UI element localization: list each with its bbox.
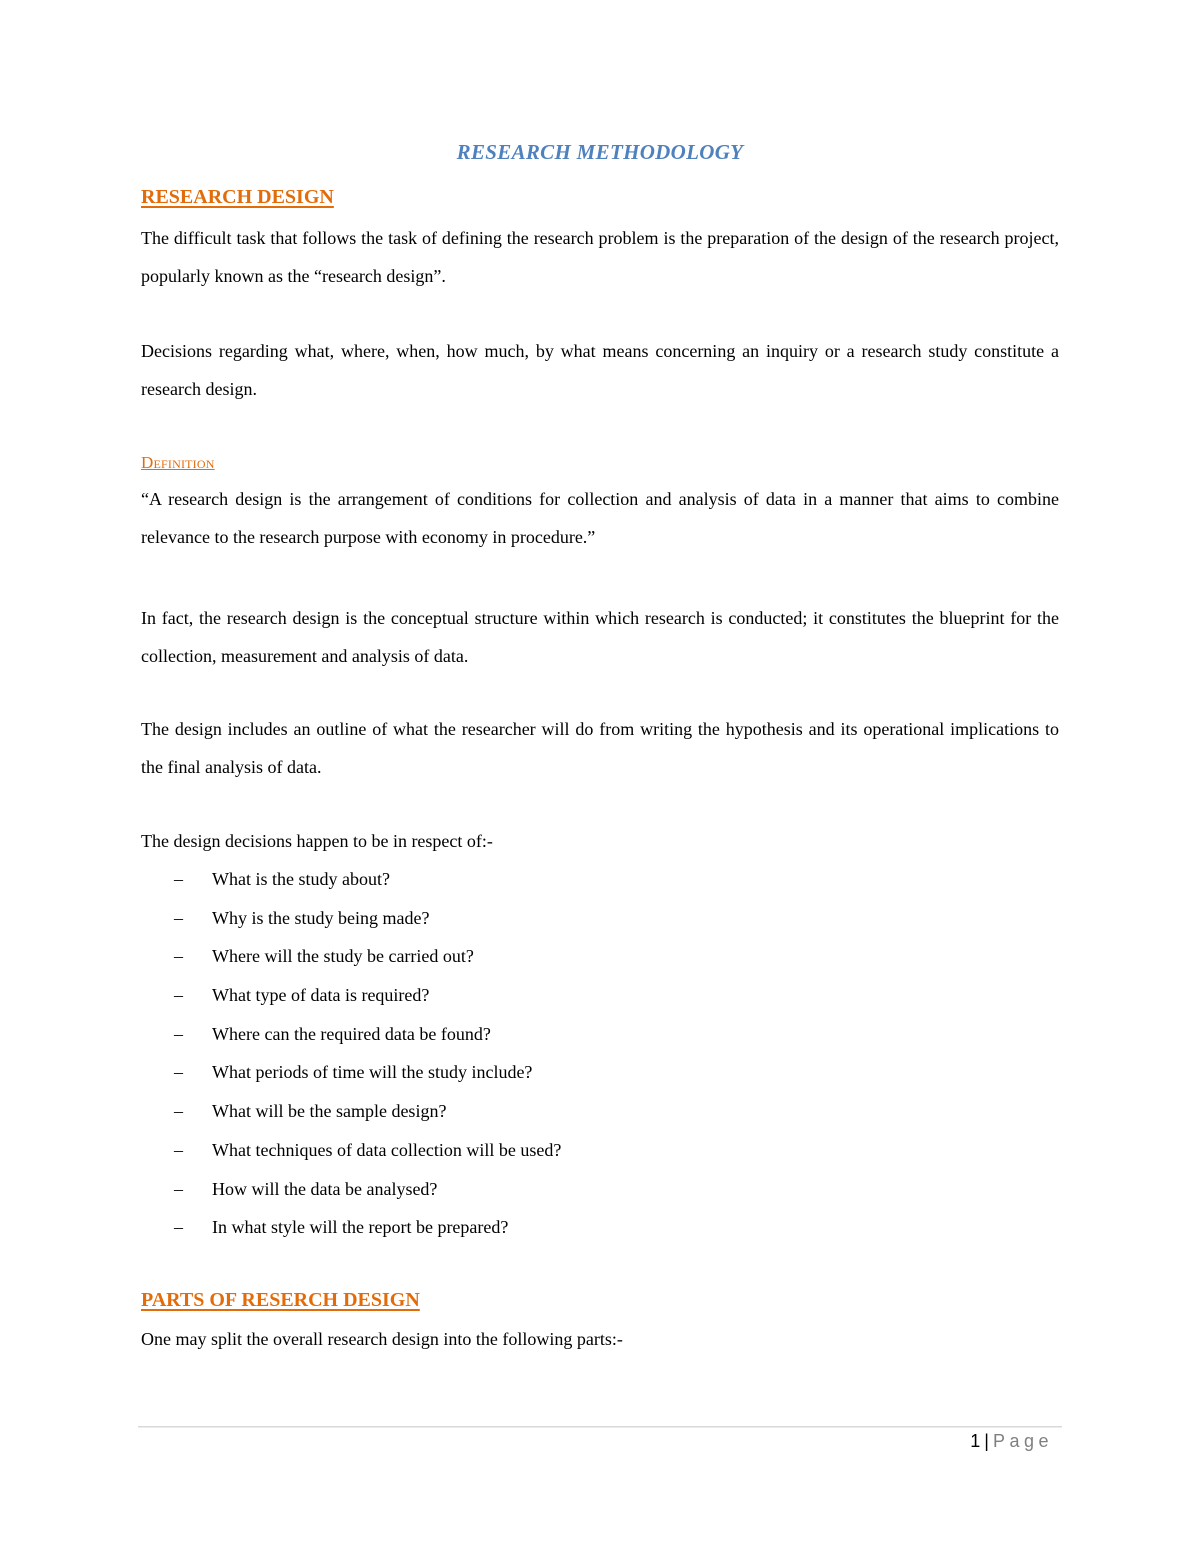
dash-marker: – xyxy=(174,869,183,889)
footer-separator: | xyxy=(984,1431,989,1451)
list-item-text: Where can the required data be found? xyxy=(212,1023,491,1044)
list-item-text: What is the study about? xyxy=(212,869,390,889)
paragraph-design-decisions-intro: The design decisions happen to be in respect of:- xyxy=(141,831,493,851)
paragraph-intro: The difficult task that follows the task of defining the research problem is the preparation of the design of the research project, popularly known as the “research design”. xyxy=(141,228,1059,286)
paragraph-parts-intro: One may split the overall research design into the following parts:- xyxy=(141,1329,623,1349)
list-item-text: Why is the study being made? xyxy=(212,907,430,928)
list-item-text: How will the data be analysed? xyxy=(212,1178,438,1199)
dash-marker: – xyxy=(174,907,183,928)
paragraph-design-outline: The design includes an outline of what the researcher will do from writing the hypothesis and its operational implications to the final analysis of data. xyxy=(141,719,1059,777)
list-item xyxy=(141,1053,561,1092)
heading-definition: Definition xyxy=(141,453,215,472)
dash-marker: – xyxy=(174,1023,183,1044)
design-decisions-list xyxy=(141,860,561,1247)
list-item xyxy=(141,1131,561,1170)
list-item xyxy=(141,976,561,1015)
page-label: Page xyxy=(992,1431,1053,1451)
dash-marker: – xyxy=(174,946,183,967)
footer-divider xyxy=(138,1426,1062,1428)
list-item-text: What type of data is required? xyxy=(212,985,430,1006)
dash-marker: – xyxy=(174,1217,183,1238)
dash-marker: – xyxy=(174,1062,183,1083)
list-item-text: Where will the study be carried out? xyxy=(212,946,474,967)
list-item-text: What will be the sample design? xyxy=(212,1101,447,1122)
list-item xyxy=(141,860,561,899)
heading-research-design: RESEARCH DESIGN xyxy=(141,186,334,208)
paragraph-decisions: Decisions regarding what, where, when, how much, by what means concerning an inquiry or a research study constitute a research design. xyxy=(141,341,1059,399)
list-item xyxy=(141,1092,561,1131)
document-title: RESEARCH METHODOLOGY xyxy=(456,140,744,164)
dash-marker: – xyxy=(174,1101,183,1122)
page-number: 1 xyxy=(970,1431,981,1451)
list-item xyxy=(141,1170,561,1209)
list-item-text: What techniques of data collection will be used? xyxy=(212,1139,562,1160)
definition-quote: “A research design is the arrangement of conditions for collection and analysis of data in a manner that aims to combine relevance to the research purpose with economy in procedure.” xyxy=(141,489,1059,547)
list-item xyxy=(141,1208,561,1247)
paragraph-conceptual-structure: In fact, the research design is the conceptual structure within which research is conducted; it constitutes the blueprint for the collection, measurement and analysis of data. xyxy=(141,608,1059,666)
dash-marker: – xyxy=(174,985,183,1006)
list-item xyxy=(141,899,561,938)
list-item xyxy=(141,937,561,976)
dash-marker: – xyxy=(174,1178,183,1199)
dash-marker: – xyxy=(174,1139,183,1160)
heading-parts-of-research-design: PARTS OF RESERCH DESIGN xyxy=(141,1289,420,1311)
list-item-text: What periods of time will the study include? xyxy=(212,1062,533,1083)
list-item-text: In what style will the report be prepared? xyxy=(212,1217,509,1238)
page-footer xyxy=(970,1431,1053,1452)
list-item xyxy=(141,1015,561,1054)
